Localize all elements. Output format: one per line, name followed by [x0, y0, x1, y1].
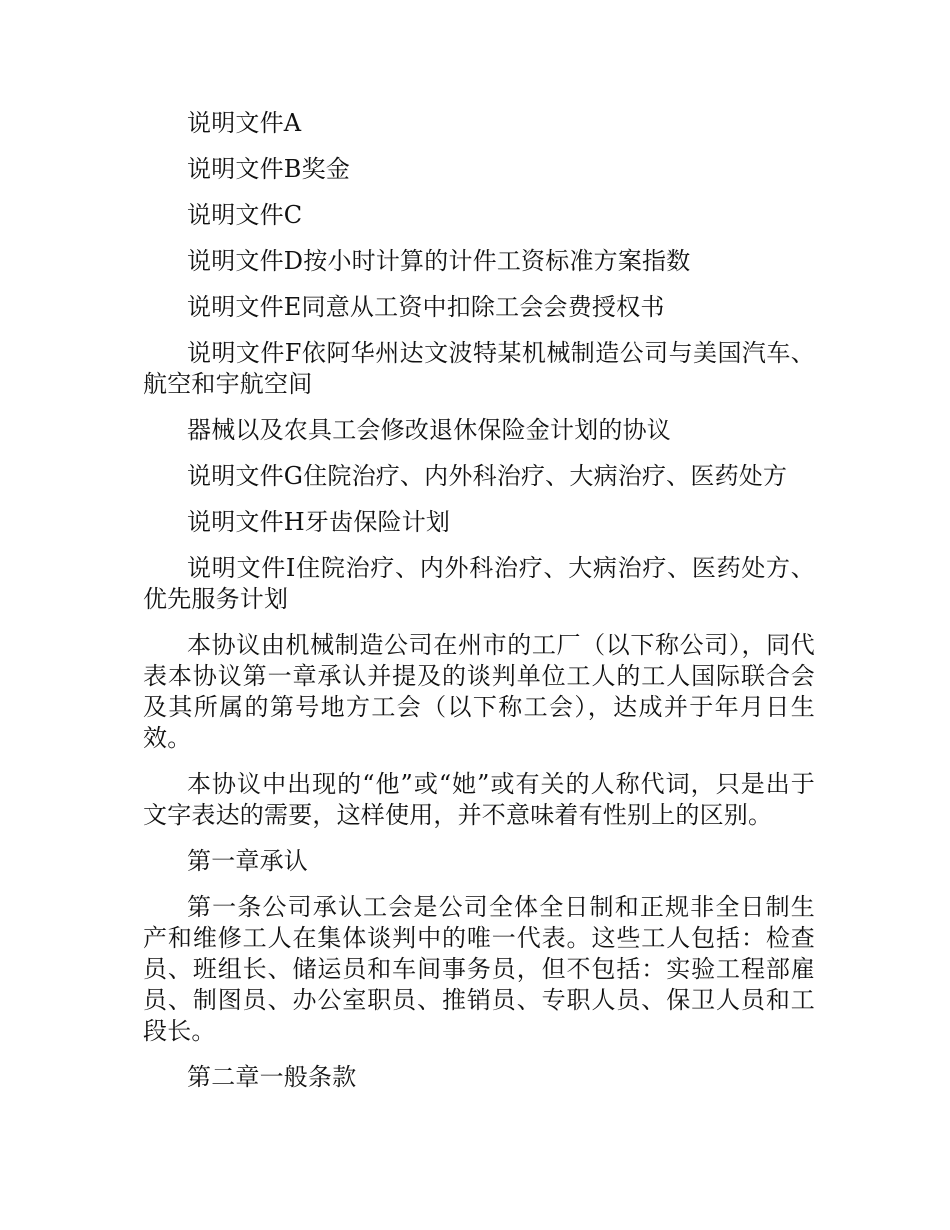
paragraph-pronoun-note: 本协议中出现的“他”或“她”或有关的人称代词，只是出于文字表达的需要，这样使用，并不意味着有性别上的区别。: [143, 770, 815, 829]
paragraph-exhibit-a: 说明文件A: [187, 109, 302, 137]
chapter-two-heading: 第二章一般条款: [187, 1063, 357, 1091]
paragraph-exhibit-b: 说明文件B奖金: [187, 155, 351, 183]
paragraph-agreement-intro: 本协议由机械制造公司在州市的工厂（以下称公司），同代表本协议第一章承认并提及的谈判单位工人的工人国际联合会及其所属的第号地方工会（以下称工会），达成并于年月日生效。: [143, 631, 815, 752]
paragraph-article-one: 第一条公司承认工会是公司全体全日制和正规非全日制生产和维修工人在集体谈判中的唯一代表。这些工人包括：检查员、班组长、储运员和车间事务员，但不包括：实验工程部雇员、制图员、办公室职员、推销员、专职人员、保卫人员和工段长。: [143, 893, 815, 1045]
paragraph-exhibit-g: 说明文件G住院治疗、内外科治疗、大病治疗、医药处方: [187, 462, 788, 490]
chapter-one-heading: 第一章承认: [187, 847, 308, 875]
paragraph-exhibit-e: 说明文件E同意从工资中扣除工会会费授权书: [187, 293, 665, 321]
paragraph-exhibit-f: 说明文件F依阿华州达文波特某机械制造公司与美国汽车、航空和宇航空间: [143, 339, 815, 398]
document-body: [143, 108, 815, 1108]
paragraph-exhibit-f-continued: 器械以及农具工会修改退休保险金计划的协议: [187, 416, 671, 444]
paragraph-exhibit-c: 说明文件C: [187, 201, 303, 229]
paragraph-exhibit-h: 说明文件H牙齿保险计划: [187, 508, 451, 536]
paragraph-exhibit-d: 说明文件D按小时计算的计件工资标准方案指数: [187, 247, 691, 275]
paragraph-exhibit-i: 说明文件I住院治疗、内外科治疗、大病治疗、医药处方、优先服务计划: [143, 554, 815, 613]
